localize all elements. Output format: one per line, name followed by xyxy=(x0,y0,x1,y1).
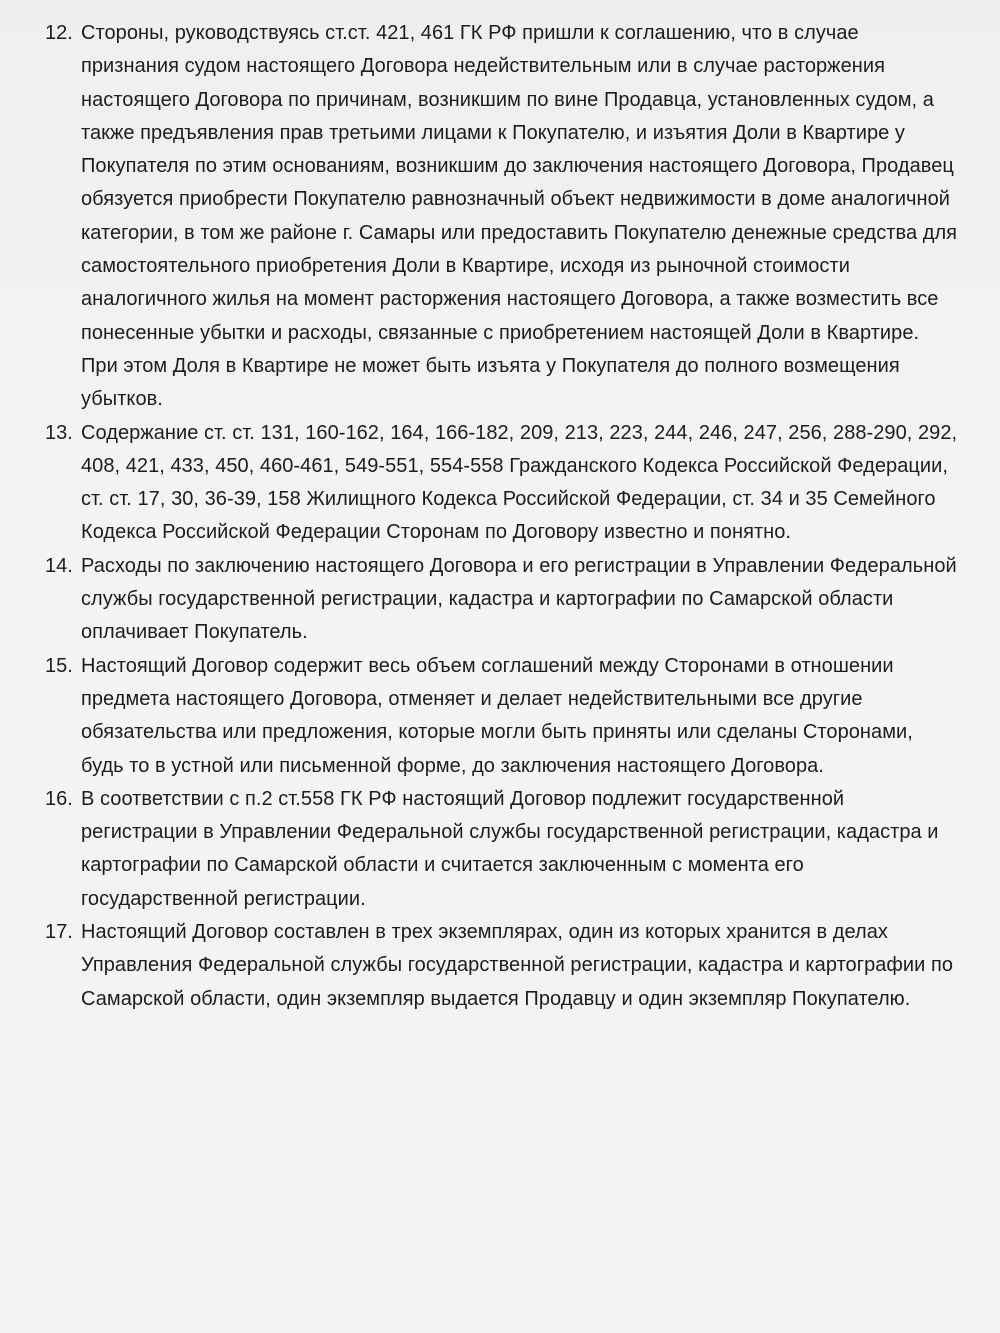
clause-16 xyxy=(45,783,960,916)
clause-17 xyxy=(45,916,960,1016)
clause-text: В соответствии с п.2 ст.558 ГК РФ настоящий Договор подлежит государственной регистрации в Управлении Федеральной службы государственной регистрации, кадастра и картографии по Самарской области и считается заключенным с момента его государственной регистрации. xyxy=(81,787,939,910)
clause-number: 16. xyxy=(45,787,73,810)
clause-number: 15. xyxy=(45,654,73,677)
clause-14 xyxy=(45,550,960,650)
clause-text: Содержание ст. ст. 131, 160-162, 164, 166-182, 209, 213, 223, 244, 246, 247, 256, 288-290, 292, 408, 421, 433, 450, 460-461, 549-551, 554-558 Гражданского Кодекса Российской Федерации, ст. ст. 17, 30, 36-39, 158 Жилищного Кодекса Российской Федерации, ст. 34 и 35 Семейного Кодекса Российской Федерации Сторонам по Договору известно и понятно. xyxy=(81,421,958,544)
clause-number: 17. xyxy=(45,921,73,944)
clause-12 xyxy=(45,17,960,417)
clause-15 xyxy=(45,650,960,783)
clause-text: Расходы по заключению настоящего Договора и его регистрации в Управлении Федеральной службы государственной регистрации, кадастра и картографии по Самарской области оплачивает Покупатель. xyxy=(81,554,957,644)
clause-13 xyxy=(45,417,960,550)
clause-number: 13. xyxy=(45,421,73,444)
clause-text: Стороны, руководствуясь ст.ст. 421, 461 ГК РФ пришли к соглашению, что в случае признания судом настоящего Договора недействительным или в случае расторжения настоящего Договора по причинам, возникшим по вине Продавца, установленных судом, а также предъявления прав третьими лицами к Покупателю, и изъятия Доли в Квартире у Покупателя по этим основаниям, возникшим до заключения настоящего Договора, Продавец обязуется приобрести Покупателю равнозначный объект недвижимости в доме аналогичной категории, в том же районе г. Самары или предоставить Покупателю денежные средства для самостоятельного приобретения Доли в Квартире, исходя из рыночной стоимости аналогичного жилья на момент расторжения настоящего Договора, а также возместить все понесенные убытки и расходы, связанные с приобретением настоящей Доли в Квартире. При этом Доля в Квартире не может быть изъята у Покупателя до полного возмещения убытков. xyxy=(81,22,958,411)
clause-number: 12. xyxy=(45,22,73,44)
clause-text: Настоящий Договор содержит весь объем соглашений между Сторонами в отношении предмета настоящего Договора, отменяет и делает недействительными все другие обязательства или предложения, которые могли быть приняты или сделаны Сторонами, будь то в устной или письменной форме, до заключения настоящего Договора. xyxy=(81,654,913,777)
clause-text: Настоящий Договор составлен в трех экземплярах, один из которых хранится в делах Управления Федеральной службы государственной регистрации, кадастра и картографии по Самарской области, один экземпляр выдается Продавцу и один экземпляр Покупателю. xyxy=(81,921,954,1010)
clause-number: 14. xyxy=(45,554,73,577)
contract-clauses xyxy=(45,17,960,1016)
